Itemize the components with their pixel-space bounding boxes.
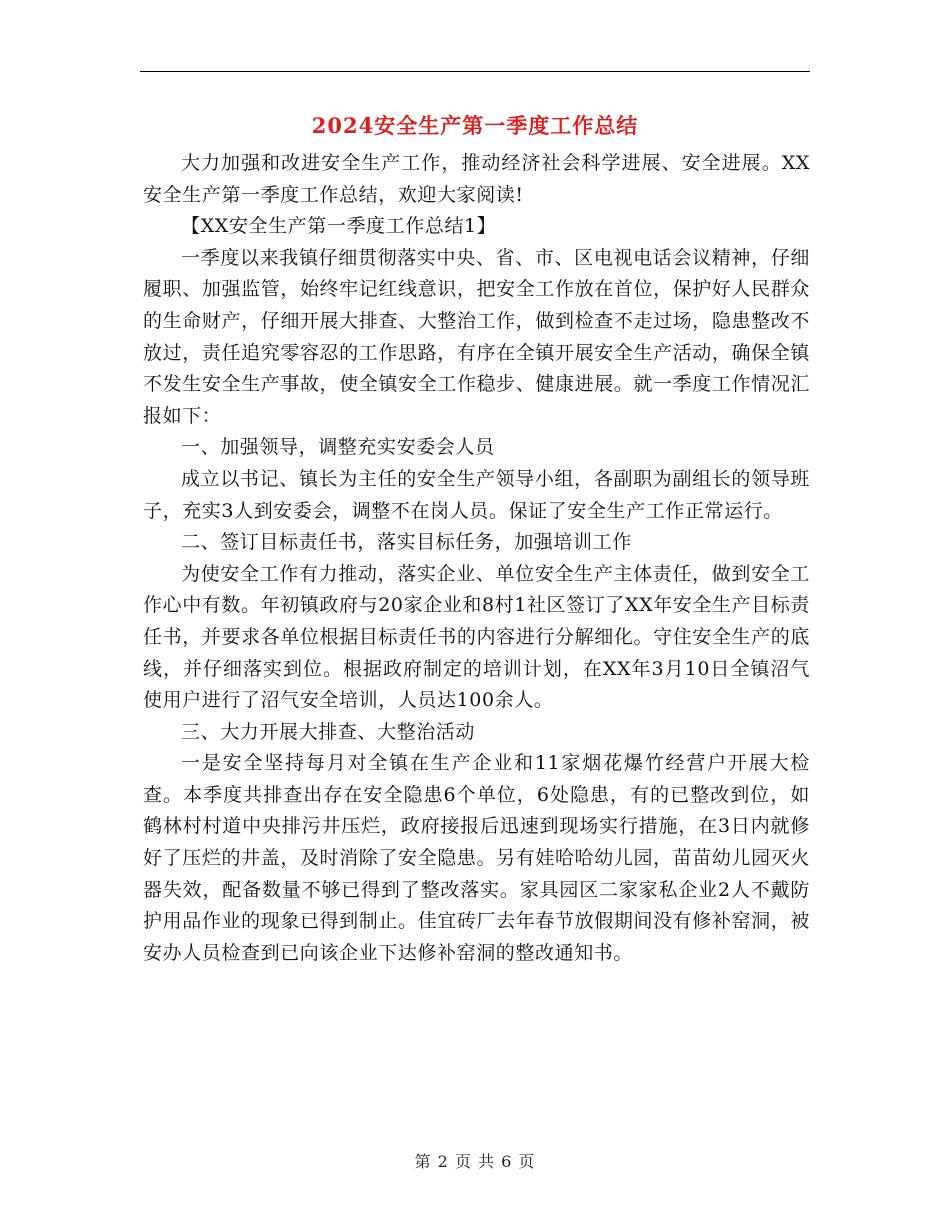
body-paragraph: 成立以书记、镇长为主任的安全生产领导小组，各副职为副组长的领导班子，充实3人到安委会，调整不在岗人员。保证了安全生产工作正常运行。 — [143, 467, 810, 522]
body-paragraph: 一是安全坚持每月对全镇在生产企业和11家烟花爆竹经营户开展大检查。本季度共排查出存在安全隐患6个单位，6处隐患，有的已整改到位，如鹤林村村道中央排污井压烂，政府接报后迅速到现场实行措施，在3日内就修好了压烂的井盖，及时消除了安全隐患。另有娃哈哈幼儿园，苗苗幼儿园灭火器失效，配备数量不够已得到了整改落实。家具园区二家家私企业2人不戴防护用品作业的现象已得到制止。佳宜砖厂去年春节放假期间没有修补窑洞，被安办人员检查到已向该企业下达修补窑洞的整改通知书。 — [143, 752, 810, 964]
document-title: 2024安全生产第一季度工作总结 — [311, 113, 639, 138]
document-body — [143, 148, 810, 969]
header-rule — [140, 71, 810, 72]
section-marker: 【XX安全生产第一季度工作总结1】 — [181, 215, 497, 238]
body-paragraph: 为使安全工作有力推动，落实企业、单位安全生产主体责任，做到安全工作心中有数。年初镇政府与20家企业和8村1社区签订了XX年安全生产目标责任书，并要求各单位根据目标责任书的内容进行分解细化。守住安全生产的底线，并仔细落实到位。根据政府制定的培训计划，在XX年3月10日全镇沼气使用户进行了沼气安全培训，人员达100余人。 — [143, 562, 811, 712]
section-heading: 一、加强领导，调整充实安委会人员 — [181, 436, 495, 459]
body-paragraph: 一季度以来我镇仔细贯彻落实中央、省、市、区电视电话会议精神，仔细履职、加强监管，始终牢记红线意识，把安全工作放在首位，保护好人民群众的生命财产，仔细开展大排查、大整治工作，做到检查不走过场，隐患整改不放过，责任追究零容忍的工作思路，有序在全镇开展安全生产活动，确保全镇不发生安全生产事故，使全镇安全工作稳步、健康进展。就一季度工作情况汇报如下： — [143, 246, 810, 427]
section-heading: 三、大力开展大排查、大整治活动 — [181, 720, 476, 743]
page-footer: 第 2 页 共 6 页 — [414, 1152, 536, 1171]
section-heading: 二、签订目标责任书，落实目标任务，加强培训工作 — [181, 531, 632, 554]
intro-paragraph: 大力加强和改进安全生产工作，推动经济社会科学进展、安全进展。XX安全生产第一季度工作总结，欢迎大家阅读! — [143, 152, 810, 206]
